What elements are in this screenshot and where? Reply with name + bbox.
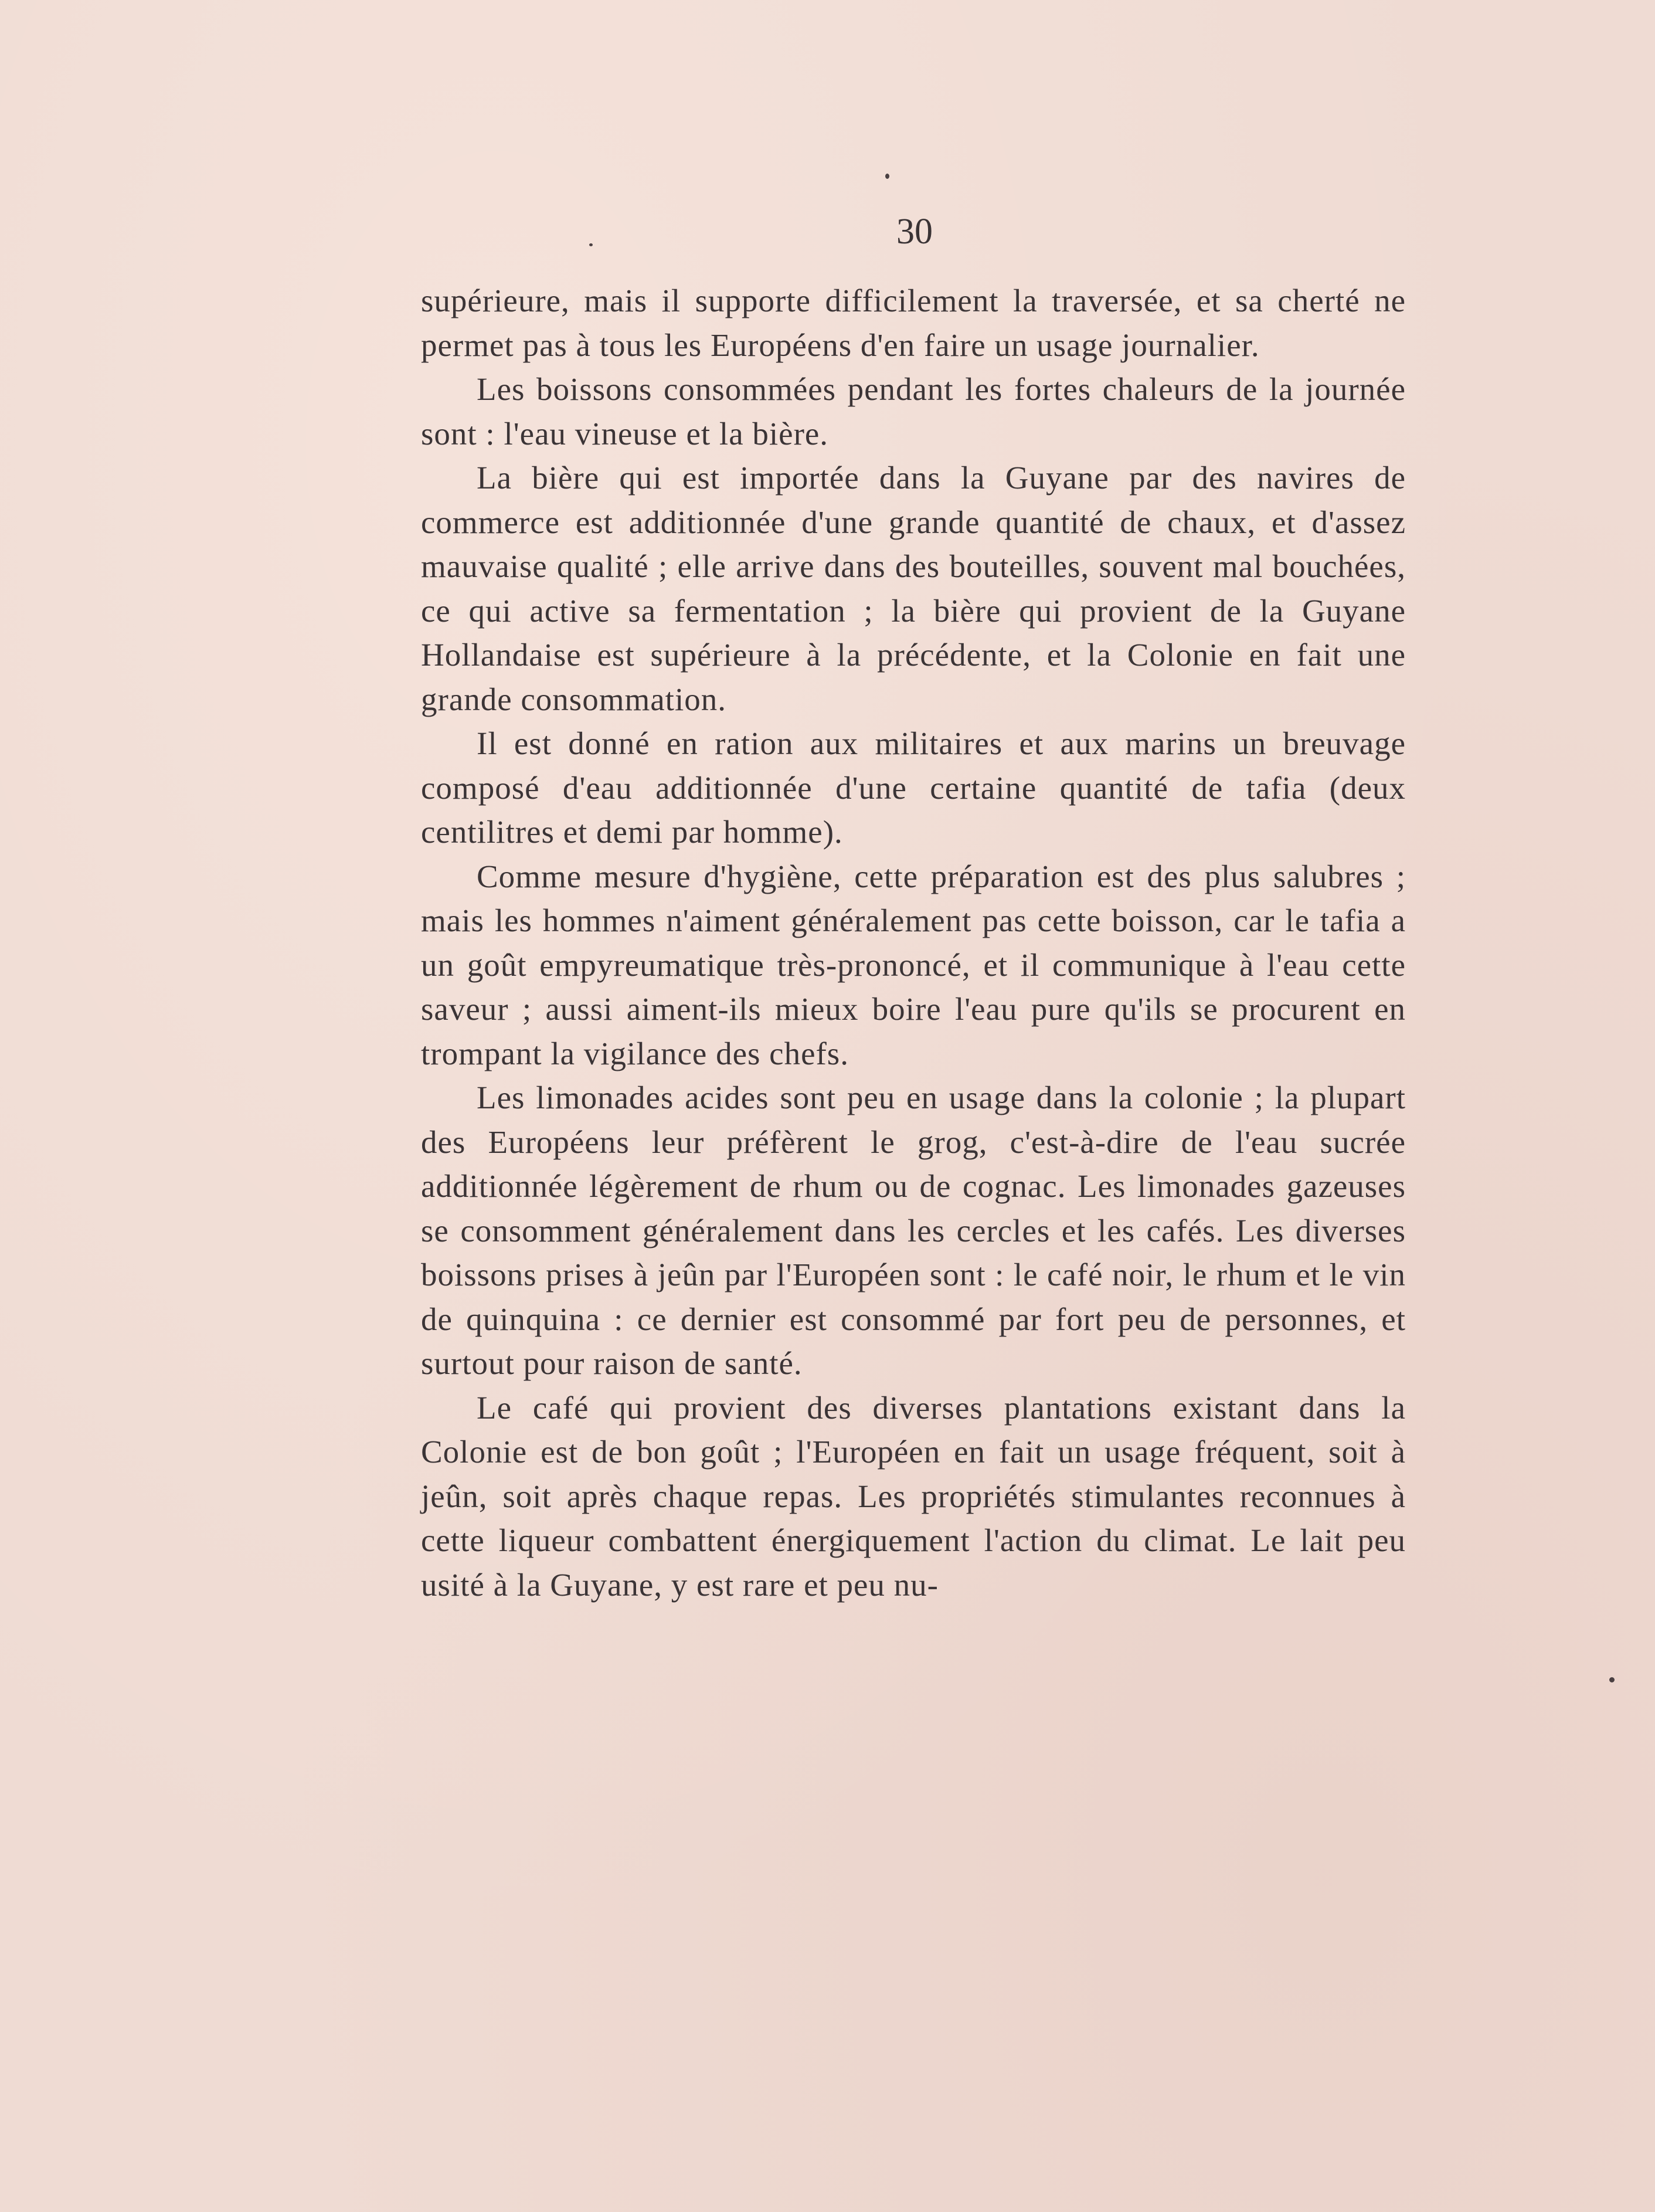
paragraph-6: Les limonades acides sont peu en usage dans la colonie ; la plupart des Européens leur préfèrent le grog, c'est-à-dire de l'eau sucrée additionnée légèrement de rhum ou de cognac. Les limonades gazeuses se consomment généralement dans les cercles et les cafés. Les diverses boissons prises à jeûn par l'Européen sont : le café noir, le rhum et le vin de quinquina : ce dernier est consommé par fort peu de personnes, et surtout pour raison de santé. [421, 1080, 1406, 1381]
ink-speck [885, 174, 889, 179]
page-number: 30 [896, 212, 933, 252]
paragraph-5: Comme mesure d'hygiène, cette préparation est des plus salubres ; mais les hommes n'aiment généralement pas cette boisson, car le tafia a un goût empyreumatique très-prononcé, et il communique à l'eau cette saveur ; aussi aiment-ils mieux boire l'eau pure qu'ils se procurent en trompant la vigilance des chefs. [421, 858, 1406, 1071]
ink-speck [1609, 1677, 1615, 1682]
paragraph-2: Les boissons consommées pendant les fortes chaleurs de la journée sont : l'eau vineuse et la bière. [421, 371, 1406, 452]
ink-speck [589, 243, 593, 246]
paragraph-4: Il est donné en ration aux militaires et aux marins un breuvage composé d'eau additionnée d'une certaine quantité de tafia (deux centilitres et demi par homme). [421, 725, 1406, 850]
paragraph-3: La bière qui est importée dans la Guyane par des navires de commerce est additionnée d'une grande quantité de chaux, et d'assez mauvaise qualité ; elle arrive dans des bouteilles, souvent mal bouchées, ce qui active sa fermentation ; la bière qui provient de la Guyane Hollandaise est supérieure à la précédente, et la Colonie en fait une grande consommation. [421, 460, 1406, 717]
paragraph-7: Le café qui provient des diverses plantations existant dans la Colonie est de bon goût ; l'Européen en fait un usage fréquent, soit à jeûn, soit après chaque repas. Les propriétés stimulantes reconnues à cette liqueur combattent énergiquement l'action du climat. Le lait peu usité à la Guyane, y est rare et peu nu- [421, 1389, 1406, 1603]
body-text [421, 279, 1406, 1607]
paragraph-1: supérieure, mais il supporte difficilement la traversée, et sa cherté ne permet pas à tous les Européens d'en faire un usage journalier. [421, 283, 1406, 363]
